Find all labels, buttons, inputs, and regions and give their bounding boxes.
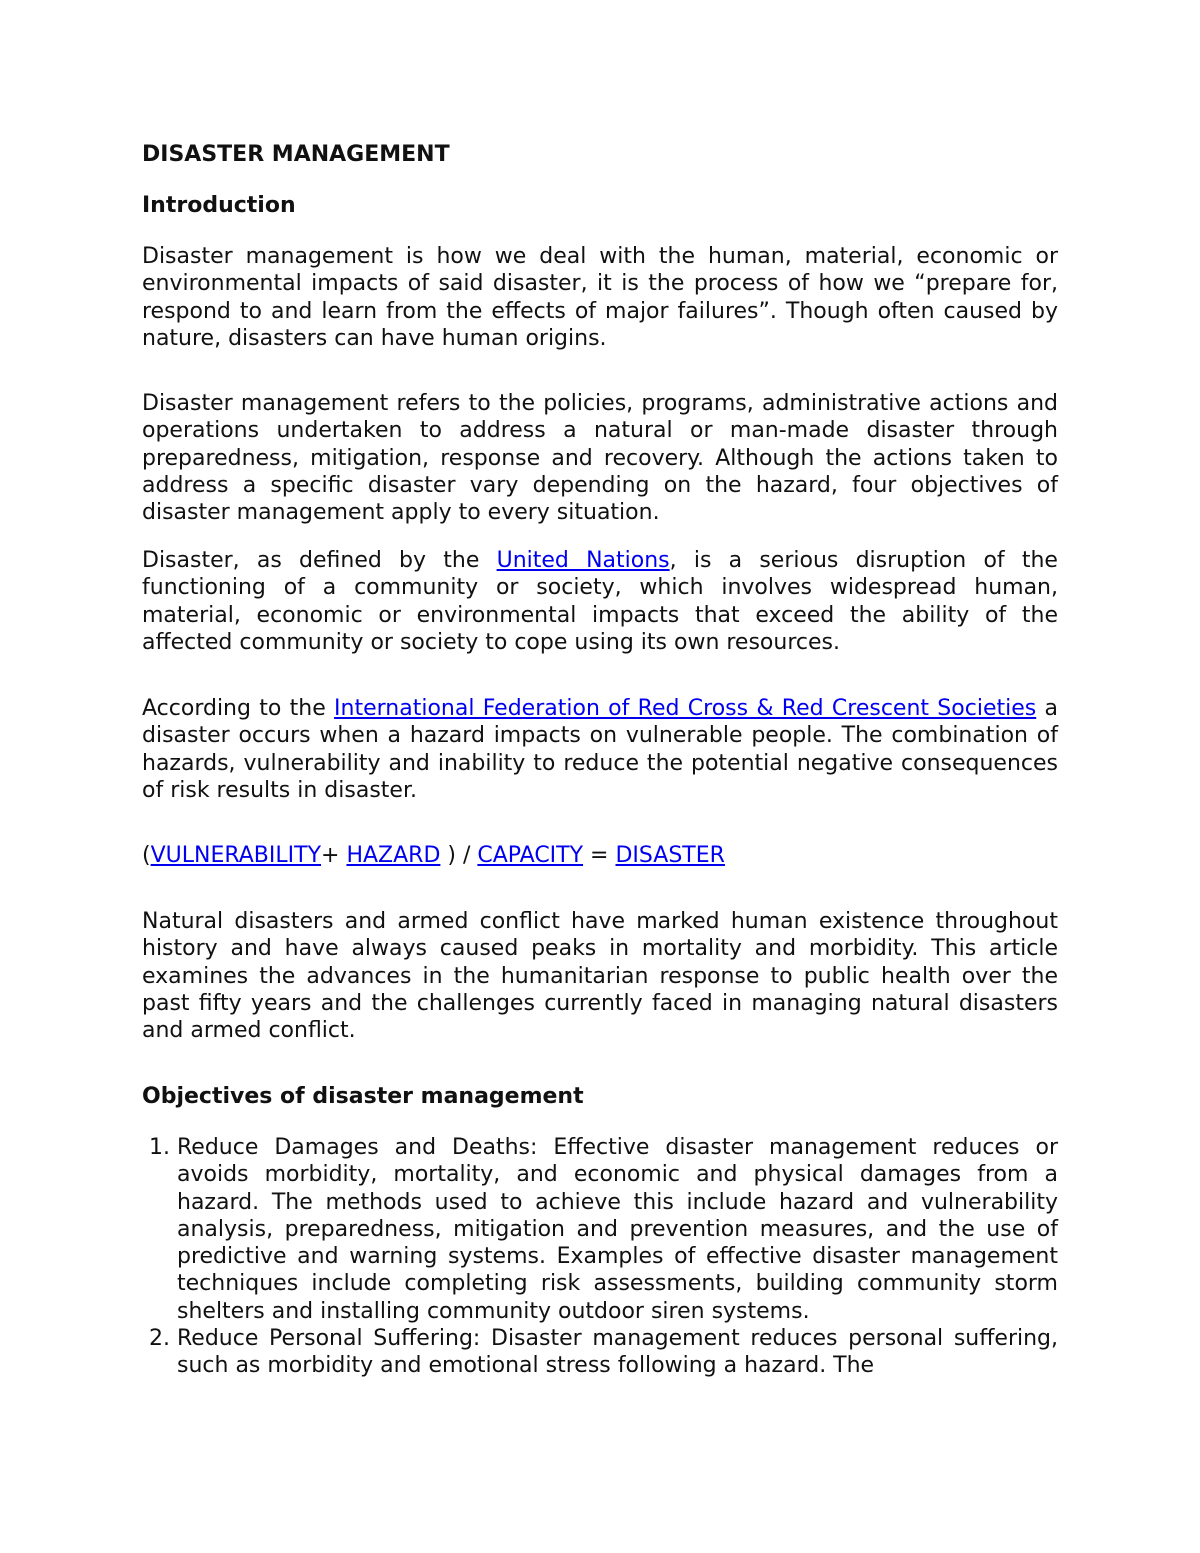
objectives-heading: Objectives of disaster management bbox=[142, 1084, 584, 1109]
text: According to the bbox=[142, 696, 335, 721]
document-title: DISASTER MANAGEMENT bbox=[142, 142, 450, 167]
text: Disaster, as defined by the bbox=[142, 548, 497, 573]
disaster-link[interactable]: DISASTER bbox=[615, 843, 725, 868]
paragraph-natural-disasters: Natural disasters and armed conflict have marked human existence throughout history and have always caused peaks in mortality and morbidity. This article examines the advances in the humanitarian response to public health over the past fifty years and the challenges currently faced in managing natural disasters and armed conflict. bbox=[142, 909, 1058, 1044]
ifrc-link[interactable]: International Federation of Red Cross & Red Crescent Societies bbox=[334, 696, 1037, 721]
text: a disaster occurs when a hazard impacts on vulnerable people. The combination of hazards, vulnerability and inability to reduce the potential negative consequences of risk results in disaster. bbox=[142, 696, 1058, 803]
list-item: 2. Reduce Personal Suffering: Disaster management reduces personal suffering, such as morbidity and emotional stress following a hazard. The bbox=[177, 1325, 1058, 1380]
text: , is a serious disruption of the functioning of a community or society, which involves widespread human, material, economic or environmental impacts that exceed the ability of the affected community or society to cope using its own resources. bbox=[142, 548, 1058, 655]
vulnerability-link[interactable]: VULNERABILITY bbox=[150, 843, 322, 868]
formula-paren: ( bbox=[142, 843, 151, 868]
disaster-formula bbox=[142, 842, 1058, 869]
hazard-link[interactable]: HAZARD bbox=[346, 843, 441, 868]
paragraph-un-definition bbox=[142, 547, 1058, 656]
paragraph-intro: Disaster management is how we deal with the human, material, economic or environmental impacts of said disaster, it is the process of how we “prepare for, respond to and learn from the effects of major failures”. Though often caused by nature, disasters can have human origins. bbox=[142, 244, 1058, 351]
introduction-heading: Introduction bbox=[142, 193, 296, 218]
paragraph-definition: Disaster management refers to the policies, programs, administrative actions and operations undertaken to address a natural or man-made disaster through preparedness, mitigation, response and recovery. Although the actions taken to address a specific disaster vary depending on the hazard, four objectives of disaster management apply to every situation. bbox=[142, 391, 1058, 526]
list-item: 1. Reduce Damages and Deaths: Effective disaster management reduces or avoids morbidity, mortality, and economic and physical damages from a hazard. The methods used to achieve this include hazard and vulnerability analysis, preparedness, mitigation and prevention measures, and the use of predictive and warning systems. Examples of effective disaster management techniques include completing risk assessments, building community storm shelters and installing community outdoor siren systems. bbox=[177, 1134, 1058, 1325]
formula-equals: = bbox=[583, 843, 616, 868]
paragraph-ifrc-definition bbox=[142, 695, 1058, 804]
united-nations-link[interactable]: United Nations bbox=[496, 548, 670, 573]
capacity-link[interactable]: CAPACITY bbox=[477, 843, 584, 868]
objectives-list bbox=[142, 1134, 1058, 1380]
formula-plus: + bbox=[321, 843, 347, 868]
formula-divide: ) / bbox=[440, 843, 478, 868]
